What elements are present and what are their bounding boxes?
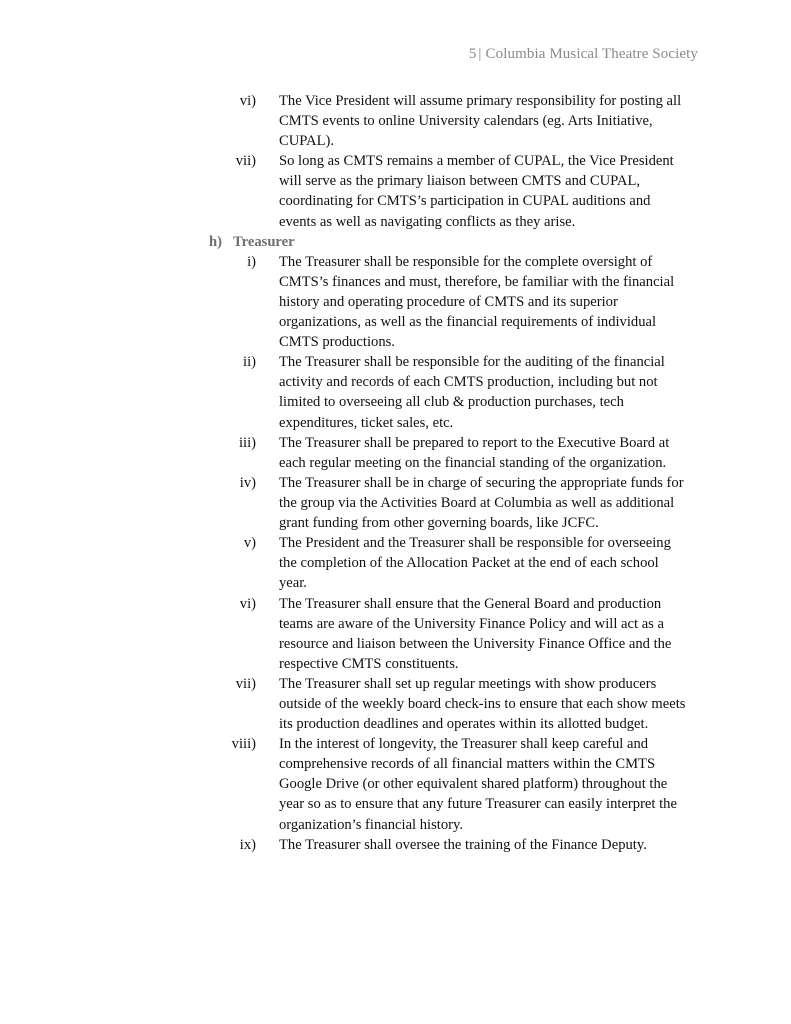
text-line: the completion of the Allocation Packet at the end of each school (279, 555, 659, 572)
text-line: CMTS events to online University calendars (eg. Arts Initiative, (279, 113, 653, 130)
list-item (0, 433, 791, 473)
text-line: grant funding from other governing boards, like JCFC. (279, 515, 599, 532)
list-item (0, 91, 791, 151)
list-item-numeral: ix) (239, 836, 256, 853)
header-separator: | (478, 46, 482, 62)
text-line: comprehensive records of all financial matters within the CMTS (279, 756, 656, 773)
list-item-numeral: vi) (239, 595, 256, 612)
text-line: each regular meeting on the financial standing of the organization. (279, 454, 667, 471)
text-line: CMTS’s finances and must, therefore, be familiar with the financial (279, 273, 675, 290)
list-item-text (279, 594, 703, 674)
list-item-text (279, 734, 703, 834)
text-line: year so as to ensure that any future Treasurer can easily interpret the (279, 796, 677, 813)
text-line: events as well as navigating conflicts as they arise. (279, 213, 576, 230)
text-line: Google Drive (or other equivalent shared platform) throughout the (279, 776, 668, 793)
list-item-text (279, 151, 703, 231)
section-title: Treasurer (233, 233, 295, 250)
text-line: organizations, as well as the financial requirements of individual (279, 314, 657, 331)
text-line: year. (279, 575, 307, 592)
list-item-text (279, 674, 703, 734)
text-line: the group via the Activities Board at Columbia as well as additional (279, 494, 675, 511)
list-item (0, 734, 791, 835)
list-item-numeral: v) (243, 535, 256, 552)
list-item (0, 674, 791, 734)
text-line: The Treasurer shall ensure that the General Board and production (279, 595, 662, 612)
list-item-numeral: vi) (239, 93, 256, 109)
text-line: respective CMTS constituents. (279, 655, 459, 672)
text-line: In the interest of longevity, the Treasurer shall keep careful and (279, 736, 649, 753)
text-line: limited to overseeing all club & production purchases, tech (279, 394, 624, 411)
document-title: Columbia Musical Theatre Society (485, 46, 698, 62)
list-item-text (279, 352, 703, 432)
list-item-numeral: viii) (231, 736, 256, 753)
list-item-text (279, 252, 703, 352)
list-item-text (279, 433, 703, 473)
list-item-text (279, 835, 703, 855)
list-item (0, 533, 791, 593)
section-letter: h) (209, 233, 222, 250)
text-line: The Treasurer shall be prepared to report to the Executive Board at (279, 434, 670, 451)
list-item-numeral: iv) (239, 474, 256, 491)
text-line: CMTS productions. (279, 334, 395, 351)
text-line: outside of the weekly board check-ins to ensure that each show meets (279, 695, 686, 712)
list-item-text (279, 533, 703, 593)
text-line: The Treasurer shall oversee the training of the Finance Deputy. (279, 836, 647, 853)
list-item-numeral: i) (247, 253, 256, 270)
text-line: The Vice President will assume primary responsibility for posting all (279, 93, 682, 109)
list-item-numeral: ii) (243, 354, 256, 371)
text-line: So long as CMTS remains a member of CUPAL, the Vice President (279, 153, 674, 170)
text-line: teams are aware of the University Finance Policy and will act as a (279, 615, 664, 632)
text-line: expenditures, ticket sales, etc. (279, 414, 454, 431)
text-line: its production deadlines and operates within its allotted budget. (279, 716, 649, 733)
list-item-text (279, 473, 703, 533)
text-line: CUPAL). (279, 133, 335, 150)
list-item-numeral: iii) (238, 434, 256, 451)
list-item (0, 473, 791, 533)
text-line: The Treasurer shall be responsible for the auditing of the financial (279, 354, 665, 371)
text-line: The President and the Treasurer shall be responsible for overseeing (279, 535, 671, 552)
page-number: 5 (468, 46, 477, 62)
text-line: The Treasurer shall be responsible for the complete oversight of (279, 253, 653, 270)
list-item-numeral: vii) (235, 675, 256, 692)
list-item (0, 835, 791, 855)
text-line: The Treasurer shall set up regular meetings with show producers (279, 675, 657, 692)
list-item (0, 352, 791, 432)
list-item (0, 252, 791, 353)
list-item-numeral: vii) (235, 153, 256, 170)
list-item (0, 151, 791, 231)
text-line: activity and records of each CMTS production, including but not (279, 374, 658, 391)
text-line: history and operating procedure of CMTS and its superior (279, 293, 618, 310)
list-item-text (279, 91, 703, 151)
text-line: coordinating for CMTS’s participation in CUPAL auditions and (279, 193, 651, 210)
text-line: will serve as the primary liaison between CMTS and CUPAL, (279, 173, 641, 190)
list-item (0, 594, 791, 674)
text-line: organization’s financial history. (279, 816, 463, 833)
text-line: The Treasurer shall be in charge of securing the appropriate funds for (279, 474, 684, 491)
section-heading-treasurer (209, 232, 295, 252)
text-line: resource and liaison between the University Finance Office and the (279, 635, 672, 652)
